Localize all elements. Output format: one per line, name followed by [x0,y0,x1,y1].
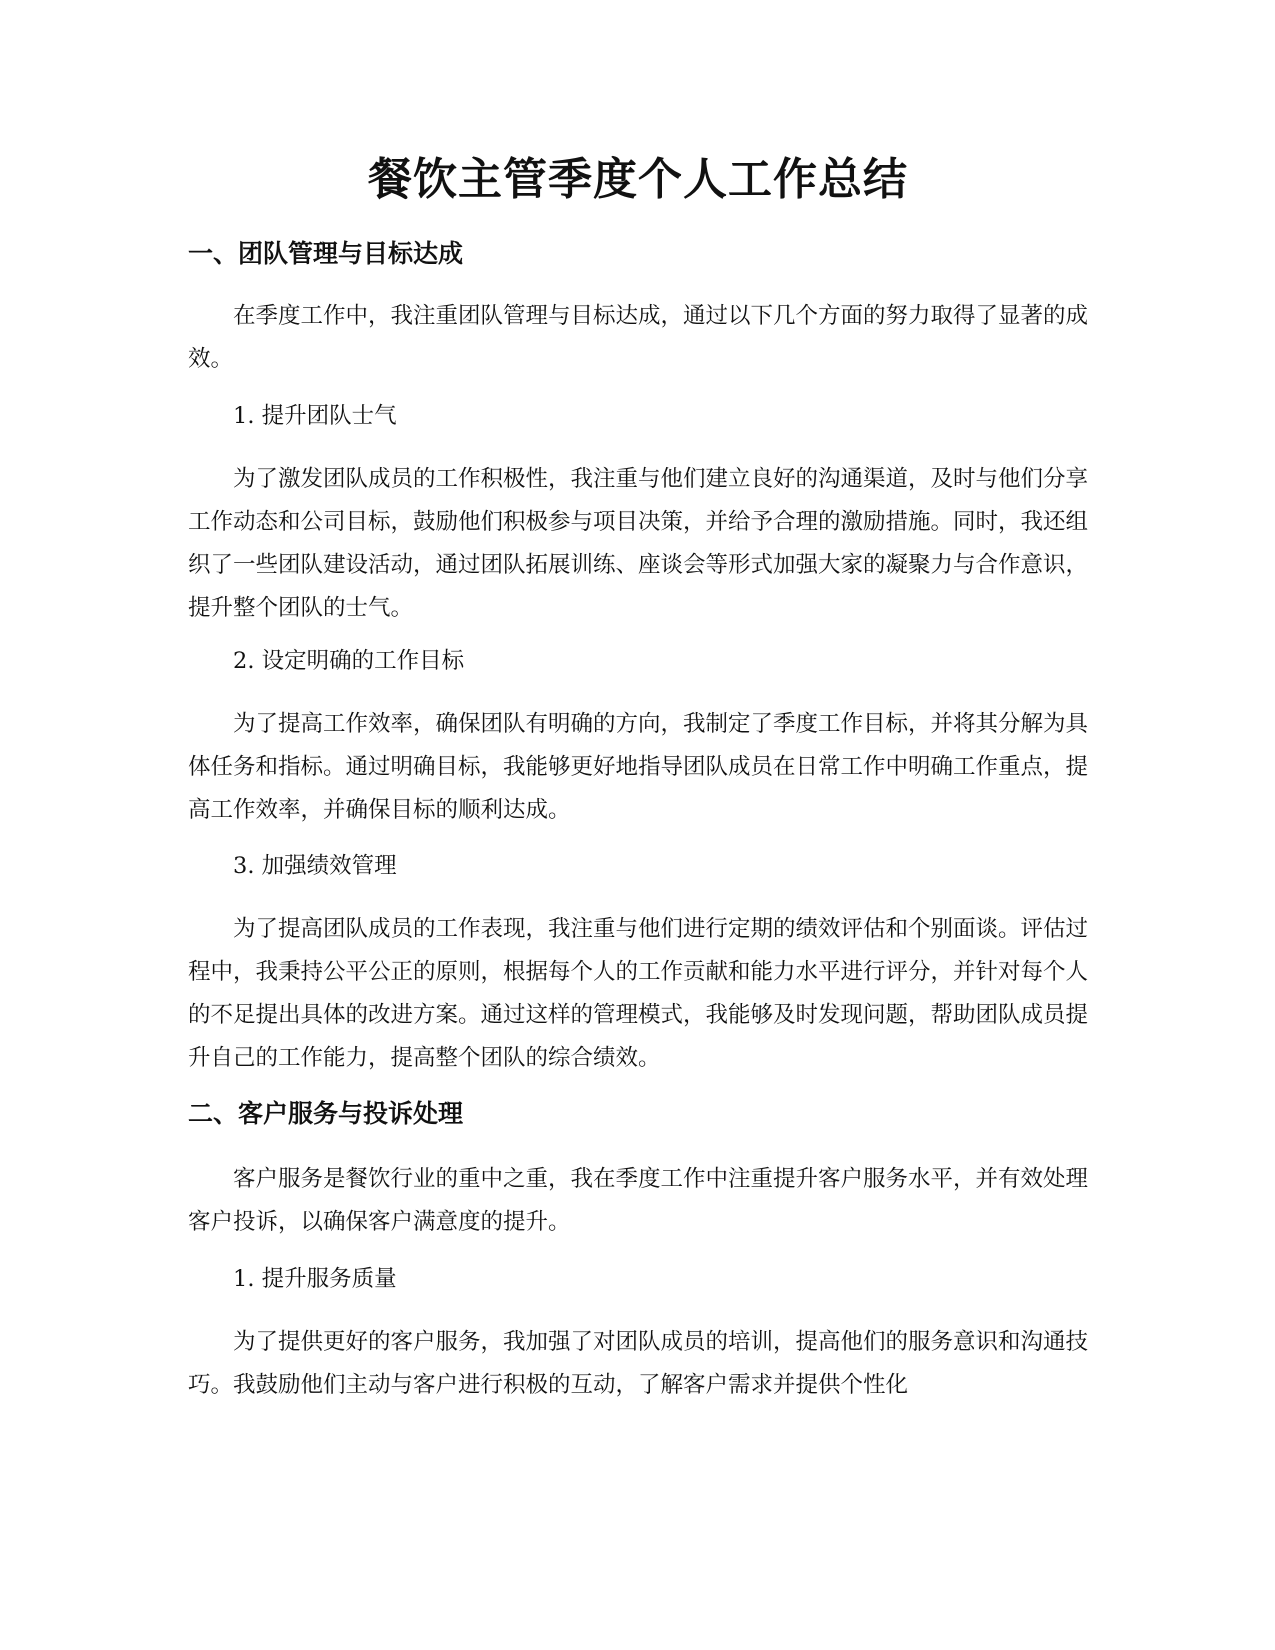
subheading-service-quality: 1. 提升服务质量 [233,1266,397,1292]
section-intro-team-management: 在季度工作中，我注重团队管理与目标达成，通过以下几个方面的努力取得了显著的成效。 [188,303,1089,372]
document-title: 餐饮主管季度个人工作总结 [368,154,908,205]
section-heading-customer-service: 二、客户服务与投诉处理 [188,1099,464,1128]
paragraph-service-quality: 为了提供更好的客户服务，我加强了对团队成员的培训，提高他们的服务意识和沟通技巧。我鼓励他们主动与客户进行积极的互动，了解客户需求并提供个性化 [188,1329,1089,1398]
section-heading-team-management: 一、团队管理与目标达成 [188,239,464,268]
paragraph-team-morale: 为了激发团队成员的工作积极性，我注重与他们建立良好的沟通渠道，及时与他们分享工作动态和公司目标，鼓励他们积极参与项目决策，并给予合理的激励措施。同时，我还组织了一些团队建设活动，通过团队拓展训练、座谈会等形式加强大家的凝聚力与合作意识，提升整个团队的士气。 [188,466,1089,621]
paragraph-work-goals: 为了提高工作效率，确保团队有明确的方向，我制定了季度工作目标，并将其分解为具体任务和指标。通过明确目标，我能够更好地指导团队成员在日常工作中明确工作重点，提高工作效率，并确保目标的顺利达成。 [188,711,1089,823]
section-intro-customer-service: 客户服务是餐饮行业的重中之重，我在季度工作中注重提升客户服务水平，并有效处理客户投诉，以确保客户满意度的提升。 [188,1166,1089,1235]
subheading-performance-management: 3. 加强绩效管理 [233,853,397,879]
subheading-work-goals: 2. 设定明确的工作目标 [233,648,465,674]
subheading-team-morale: 1. 提升团队士气 [233,403,397,429]
paragraph-performance-management: 为了提高团队成员的工作表现，我注重与他们进行定期的绩效评估和个别面谈。评估过程中，我秉持公平公正的原则，根据每个人的工作贡献和能力水平进行评分，并针对每个人的不足提出具体的改进方案。通过这样的管理模式，我能够及时发现问题，帮助团队成员提升自己的工作能力，提高整个团队的综合绩效。 [188,916,1089,1071]
